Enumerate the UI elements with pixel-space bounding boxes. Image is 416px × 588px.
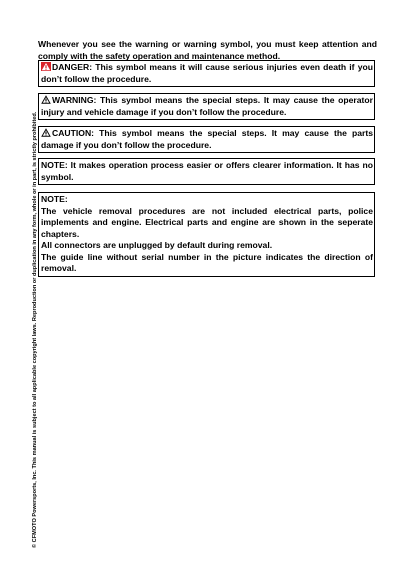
danger-warning-icon bbox=[41, 62, 51, 71]
copyright-notice: © CFMOTO Powersports, Inc. This manual is subject to all applicable copyright laws. Reproduction or duplication in any form, whole or in part, is strictly prohibited. bbox=[32, 111, 38, 548]
danger-text: DANGER: This symbol means it will cause serious injuries even death if you don’t follow the procedure. bbox=[41, 62, 373, 84]
warning-text: WARNING: This symbol means the special steps. It may cause the operator injury and vehicle damage if you don’t follow the procedure. bbox=[41, 95, 373, 117]
note-title: NOTE: bbox=[41, 194, 68, 204]
intro-paragraph: Whenever you see the warning or warning symbol, you must keep attention and comply with the safety operation and maintenance method. bbox=[38, 39, 377, 61]
danger-box bbox=[38, 60, 375, 87]
caution-box bbox=[38, 126, 375, 153]
caution-text: CAUTION: This symbol means the special steps. It may cause the parts damage if you don’t follow the procedure. bbox=[41, 128, 373, 150]
note-line-3: The guide line without serial number in the picture indicates the direction of removal. bbox=[41, 251, 373, 273]
note-line-1: The vehicle removal procedures are not included electrical parts, police implements and engine. Electrical parts and engine are shown in the seperate chapters. bbox=[41, 205, 373, 239]
note-text: NOTE: It makes operation process easier or offers clearer information. It has no symbol. bbox=[41, 160, 373, 182]
warning-box bbox=[38, 93, 375, 120]
note-box-removal bbox=[38, 192, 375, 277]
note-line-2: All connectors are unplugged by default during removal. bbox=[41, 240, 273, 250]
caution-triangle-icon bbox=[41, 128, 51, 137]
note-box-symbol bbox=[38, 158, 375, 185]
warning-triangle-icon bbox=[41, 95, 51, 104]
